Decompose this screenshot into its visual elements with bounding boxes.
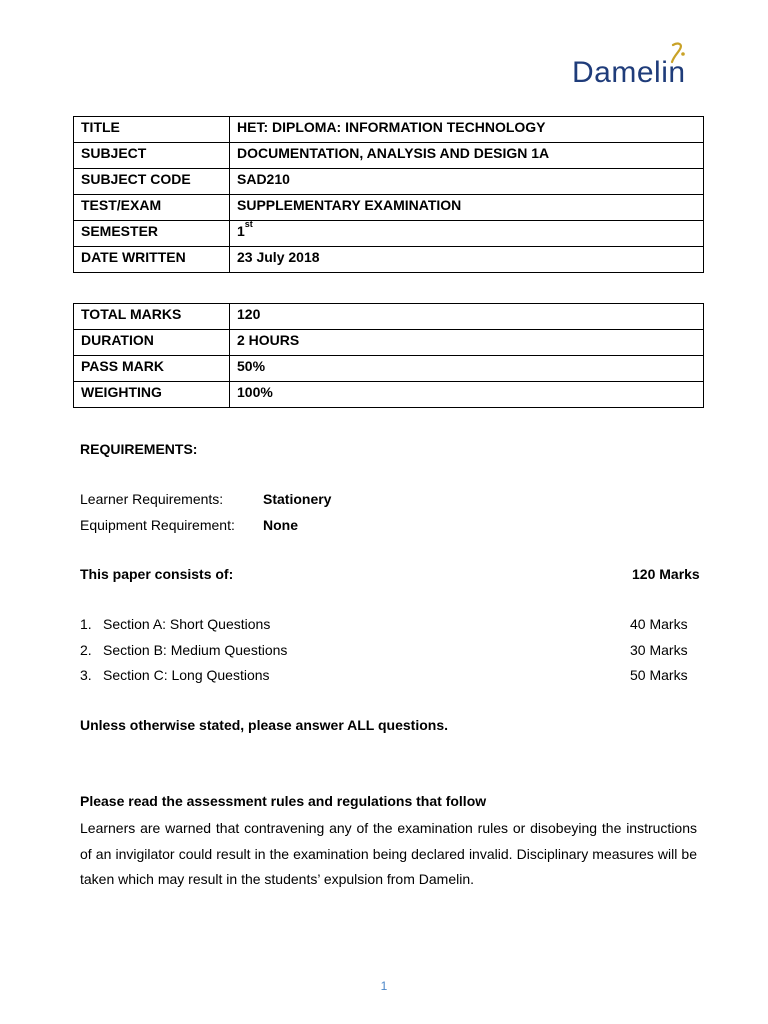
- page-number: 1: [380, 979, 388, 993]
- marks-value: 2 HOURS: [230, 330, 704, 356]
- section-number: 1.: [80, 616, 92, 632]
- table-row: [74, 221, 704, 247]
- equipment-requirement-value: None: [263, 517, 298, 533]
- detail-value: [230, 221, 704, 247]
- marks-value: 100%: [230, 382, 704, 408]
- detail-key: TITLE: [74, 117, 230, 143]
- detail-value: HET: DIPLOMA: INFORMATION TECHNOLOGY: [230, 117, 704, 143]
- requirements-heading: REQUIREMENTS:: [80, 441, 198, 457]
- learner-requirements-value: Stationery: [263, 491, 332, 507]
- logo-wordmark: Damelin: [572, 56, 686, 89]
- table-row: [74, 169, 704, 195]
- table-row: [74, 330, 704, 356]
- section-number: 3.: [80, 667, 92, 683]
- section-marks: 50 Marks: [630, 667, 688, 683]
- detail-key: DATE WRITTEN: [74, 247, 230, 273]
- marks-value: 50%: [230, 356, 704, 382]
- answer-instruction: Unless otherwise stated, please answer ALL questions.: [80, 717, 449, 733]
- detail-value: 23 July 2018: [230, 247, 704, 273]
- detail-key: SUBJECT: [74, 143, 230, 169]
- exam-details-table: [73, 116, 704, 273]
- table-row: [74, 356, 704, 382]
- rules-heading: Please read the assessment rules and regulations that follow: [80, 793, 487, 809]
- table-row: [74, 117, 704, 143]
- section-marks: 40 Marks: [630, 616, 688, 632]
- learner-requirements-label: Learner Requirements:: [80, 491, 224, 507]
- detail-value: SUPPLEMENTARY EXAMINATION: [230, 195, 704, 221]
- rules-paragraph: Learners are warned that contravening any of the examination rules or disobeying the instructions of an invigilator could result in the examination being declared invalid. Disciplinary measures will be taken which may result in the students’ expulsion from Damelin.: [80, 820, 697, 887]
- section-name: Section A: Short Questions: [103, 616, 271, 632]
- table-row: [74, 195, 704, 221]
- equipment-requirement-label: Equipment Requirement:: [80, 517, 235, 533]
- section-name: Section B: Medium Questions: [103, 642, 288, 658]
- marks-value: 120: [230, 304, 704, 330]
- section-number: 2.: [80, 642, 92, 658]
- detail-value: DOCUMENTATION, ANALYSIS AND DESIGN 1A: [230, 143, 704, 169]
- damelin-logo: [572, 42, 706, 94]
- marks-key: WEIGHTING: [74, 382, 230, 408]
- table-row: [74, 304, 704, 330]
- table-row: [74, 143, 704, 169]
- semester-number: 1: [237, 223, 245, 239]
- detail-value: SAD210: [230, 169, 704, 195]
- section-name: Section C: Long Questions: [103, 667, 270, 683]
- detail-key: SUBJECT CODE: [74, 169, 230, 195]
- marks-key: PASS MARK: [74, 356, 230, 382]
- table-row: [74, 247, 704, 273]
- paper-consists-label: This paper consists of:: [80, 566, 234, 582]
- detail-key: SEMESTER: [74, 221, 230, 247]
- table-row: [74, 382, 704, 408]
- paper-total-marks: 120 Marks: [632, 566, 700, 582]
- marks-key: TOTAL MARKS: [74, 304, 230, 330]
- semester-ordinal: st: [244, 219, 253, 229]
- marks-table: [73, 303, 704, 408]
- section-marks: 30 Marks: [630, 642, 688, 658]
- marks-key: DURATION: [74, 330, 230, 356]
- detail-key: TEST/EXAM: [74, 195, 230, 221]
